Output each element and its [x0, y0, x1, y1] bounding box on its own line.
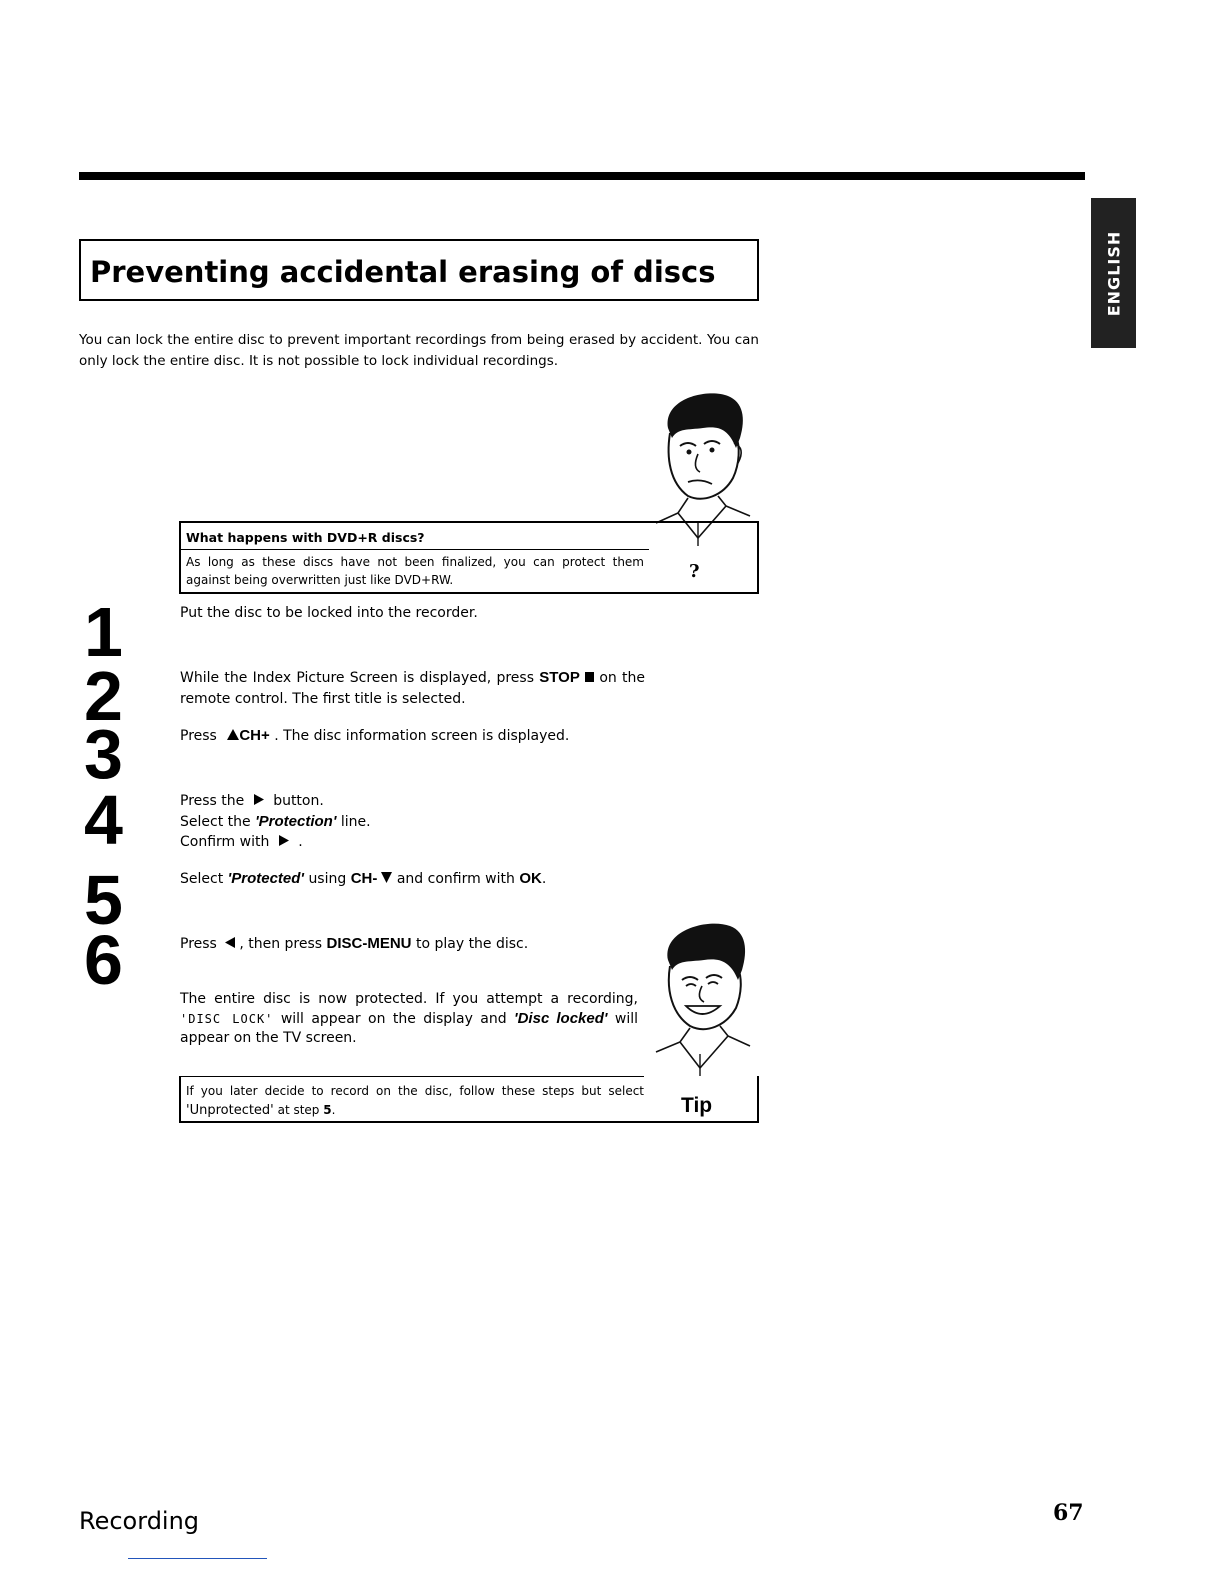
step-4-line-2-b: line. [340, 813, 371, 830]
tip-text-a: If you later decide to record on the disc, follow these steps but select [186, 1084, 644, 1098]
step-3 [180, 726, 645, 747]
protected-menu-item: 'Protected' [227, 870, 304, 887]
tip-box [179, 1076, 759, 1123]
step-5-text-d: . [541, 871, 547, 887]
question-mark: ? [689, 561, 700, 582]
step-number-4: 4 [84, 781, 123, 859]
step-6-text-b: , then press [239, 936, 323, 952]
language-tab-label: ENGLISH [1104, 230, 1124, 316]
down-triangle-icon [381, 872, 392, 883]
step-4-line-3-a: Confirm with [180, 834, 270, 850]
left-triangle-icon [225, 937, 235, 948]
step-number-1: 1 [84, 593, 123, 671]
footer-underline [128, 1558, 267, 1559]
footer-section-name: Recording [79, 1507, 200, 1535]
step-5-text-c: and confirm with [396, 871, 515, 887]
page-title: Preventing accidental erasing of discs [90, 255, 716, 289]
step-1-text: Put the disc to be locked into the recorder. [180, 605, 478, 621]
result-text-c: will appear on the TV screen. [180, 1011, 638, 1046]
step-4-line-2-a: Select the [180, 813, 251, 830]
step-3-text-b: . The disc information screen is displayed. [274, 728, 570, 744]
step-4 [180, 791, 645, 853]
stop-button-label: STOP [539, 669, 580, 686]
disc-locked-message: 'Disc locked' [514, 1010, 608, 1027]
ch-plus-button-label: CH+ [239, 727, 270, 744]
top-rule [79, 172, 1085, 180]
info-box-heading: What happens with DVD+R discs? [181, 523, 649, 550]
tip-text-c: . [331, 1103, 336, 1117]
step-number-5: 5 [84, 861, 123, 939]
result-paragraph [180, 990, 638, 1048]
step-4-line-1-b: button. [273, 793, 324, 809]
step-6 [180, 934, 645, 955]
page-number: 67 [1053, 1500, 1084, 1526]
up-triangle-icon [227, 729, 239, 740]
step-4-line-2 [180, 812, 645, 833]
right-triangle-icon [279, 835, 289, 846]
tip-step-ref: 5 [323, 1103, 332, 1117]
title-box [79, 239, 759, 301]
step-4-line-3 [180, 832, 645, 853]
step-2-text-b: on the remote control. The first title is selected. [180, 670, 646, 707]
tip-text [186, 1082, 644, 1120]
info-box [179, 521, 759, 594]
right-triangle-icon [254, 794, 264, 805]
ch-minus-button-label: CH- [350, 870, 378, 887]
step-1 [180, 603, 645, 624]
disc-menu-button-label: DISC-MENU [326, 935, 412, 952]
tip-label: Tip [681, 1094, 713, 1117]
intro-paragraph: You can lock the entire disc to prevent important recordings from being erased by accident. You can only lock the entire disc. It is not possible to lock individual recordings. [79, 332, 759, 369]
result-text-a: The entire disc is now protected. If you attempt a recording, [180, 991, 638, 1007]
protection-menu-item: 'Protection' [255, 812, 337, 830]
language-tab [1091, 198, 1136, 348]
step-3-text-a: Press [180, 728, 217, 744]
step-5-text-b: using [308, 871, 347, 887]
lcd-display-text: 'DISC LOCK' [180, 1012, 274, 1026]
stop-square-icon [585, 672, 594, 682]
step-number-6: 6 [84, 921, 123, 999]
tip-text-b: at step [277, 1103, 320, 1117]
step-4-line-3-b: . [298, 834, 303, 850]
step-6-text-c: to play the disc. [415, 936, 529, 952]
step-6-text-a: Press [180, 936, 217, 952]
step-number-3: 3 [84, 715, 123, 793]
step-5 [180, 869, 645, 890]
result-text-b: will appear on the display and [280, 1011, 507, 1027]
tip-box-top-rule [181, 1076, 644, 1077]
step-4-line-1 [180, 791, 645, 812]
ok-button-label: OK [519, 870, 542, 887]
smiling-man-illustration [650, 918, 754, 1078]
info-box-text: As long as these discs have not been finalized, you can protect them against being overwritten just like DVD+RW. [186, 555, 644, 587]
unprotected-menu-item: 'Unprotected' [186, 1103, 274, 1118]
step-2-text-a: While the Index Picture Screen is displayed, press [180, 670, 535, 686]
step-4-line-1-a: Press the [180, 793, 245, 809]
step-number-2: 2 [84, 657, 123, 735]
step-5-text-a: Select [180, 871, 224, 887]
step-2 [180, 668, 645, 709]
